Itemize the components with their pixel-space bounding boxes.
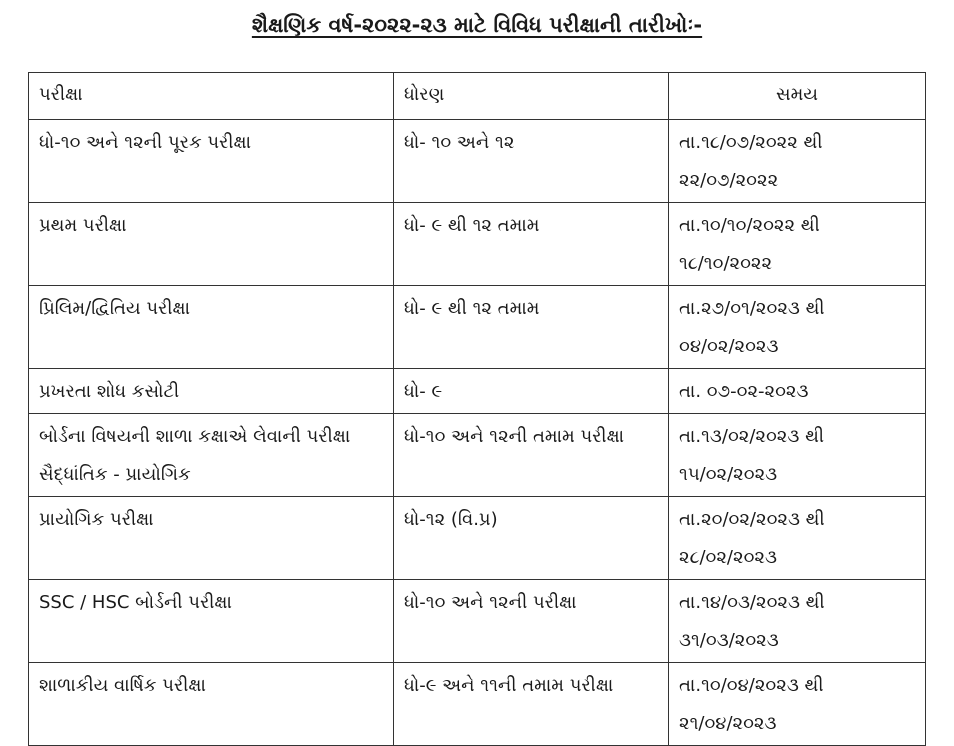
standard-cell: ધો-૧૨ (વિ.પ્ર) [394, 497, 669, 580]
exam-cell: પ્રથમ પરીક્ષા [29, 203, 394, 286]
exam-schedule-table [28, 72, 926, 746]
date-cell: તા.૧૮/૦૭/૨૦૨૨ થી ૨૨/૦૭/૨૦૨૨ [669, 120, 926, 203]
page-title [0, 10, 954, 40]
page-title-text: શૈક્ષણિક વર્ષ-૨૦૨૨-૨૩ માટે વિવિધ પરીક્ષાની તારીખોઃ- [251, 13, 703, 37]
date-cell: તા.૧૪/૦૩/૨૦૨૩ થી ૩૧/૦૩/૨૦૨૩ [669, 580, 926, 663]
table-row [29, 369, 926, 414]
standard-cell: ધો-૯ અને ૧૧ની તમામ પરીક્ષા [394, 663, 669, 746]
table-row [29, 497, 926, 580]
table-row [29, 414, 926, 497]
date-cell: તા.૧૦/૧૦/૨૦૨૨ થી ૧૮/૧૦/૨૦૨૨ [669, 203, 926, 286]
standard-cell: ધો- ૯ થી ૧૨ તમામ [394, 203, 669, 286]
date-cell: તા.૨૦/૦૨/૨૦૨૩ થી ૨૮/૦૨/૨૦૨૩ [669, 497, 926, 580]
table-row [29, 120, 926, 203]
header-exam: પરીક્ષા [29, 73, 394, 120]
exam-cell: શાળાકીય વાર્ષિક પરીક્ષા [29, 663, 394, 746]
table-row [29, 203, 926, 286]
table-row [29, 663, 926, 746]
standard-cell: ધો-૧૦ અને ૧૨ની તમામ પરીક્ષા [394, 414, 669, 497]
exam-cell: પ્રખરતા શોધ કસોટી [29, 369, 394, 414]
date-cell: તા.૨૭/૦૧/૨૦૨૩ થી ૦૪/૦૨/૨૦૨૩ [669, 286, 926, 369]
exam-cell: પ્રાયોગિક પરીક્ષા [29, 497, 394, 580]
date-cell: તા.૧૩/૦૨/૨૦૨૩ થી ૧૫/૦૨/૨૦૨૩ [669, 414, 926, 497]
standard-cell: ધો- ૯ [394, 369, 669, 414]
header-date: સમય [669, 73, 926, 120]
table-row [29, 580, 926, 663]
date-cell: તા. ૦૭-૦૨-૨૦૨૩ [669, 369, 926, 414]
exam-cell: બોર્ડના વિષયની શાળા કક્ષાએ લેવાની પરીક્ષા સૈદ્ધાંતિક - પ્રાયોગિક [29, 414, 394, 497]
table-header-row [29, 73, 926, 120]
header-standard: ધોરણ [394, 73, 669, 120]
table-row [29, 286, 926, 369]
exam-cell: ધો-૧૦ અને ૧૨ની પૂરક પરીક્ષા [29, 120, 394, 203]
standard-cell: ધો-૧૦ અને ૧૨ની પરીક્ષા [394, 580, 669, 663]
exam-cell: પ્રિલિમ/દ્વિતિય પરીક્ષા [29, 286, 394, 369]
standard-cell: ધો- ૧૦ અને ૧૨ [394, 120, 669, 203]
standard-cell: ધો- ૯ થી ૧૨ તમામ [394, 286, 669, 369]
date-cell: તા.૧૦/૦૪/૨૦૨૩ થી ૨૧/૦૪/૨૦૨૩ [669, 663, 926, 746]
exam-cell: SSC / HSC બોર્ડની પરીક્ષા [29, 580, 394, 663]
